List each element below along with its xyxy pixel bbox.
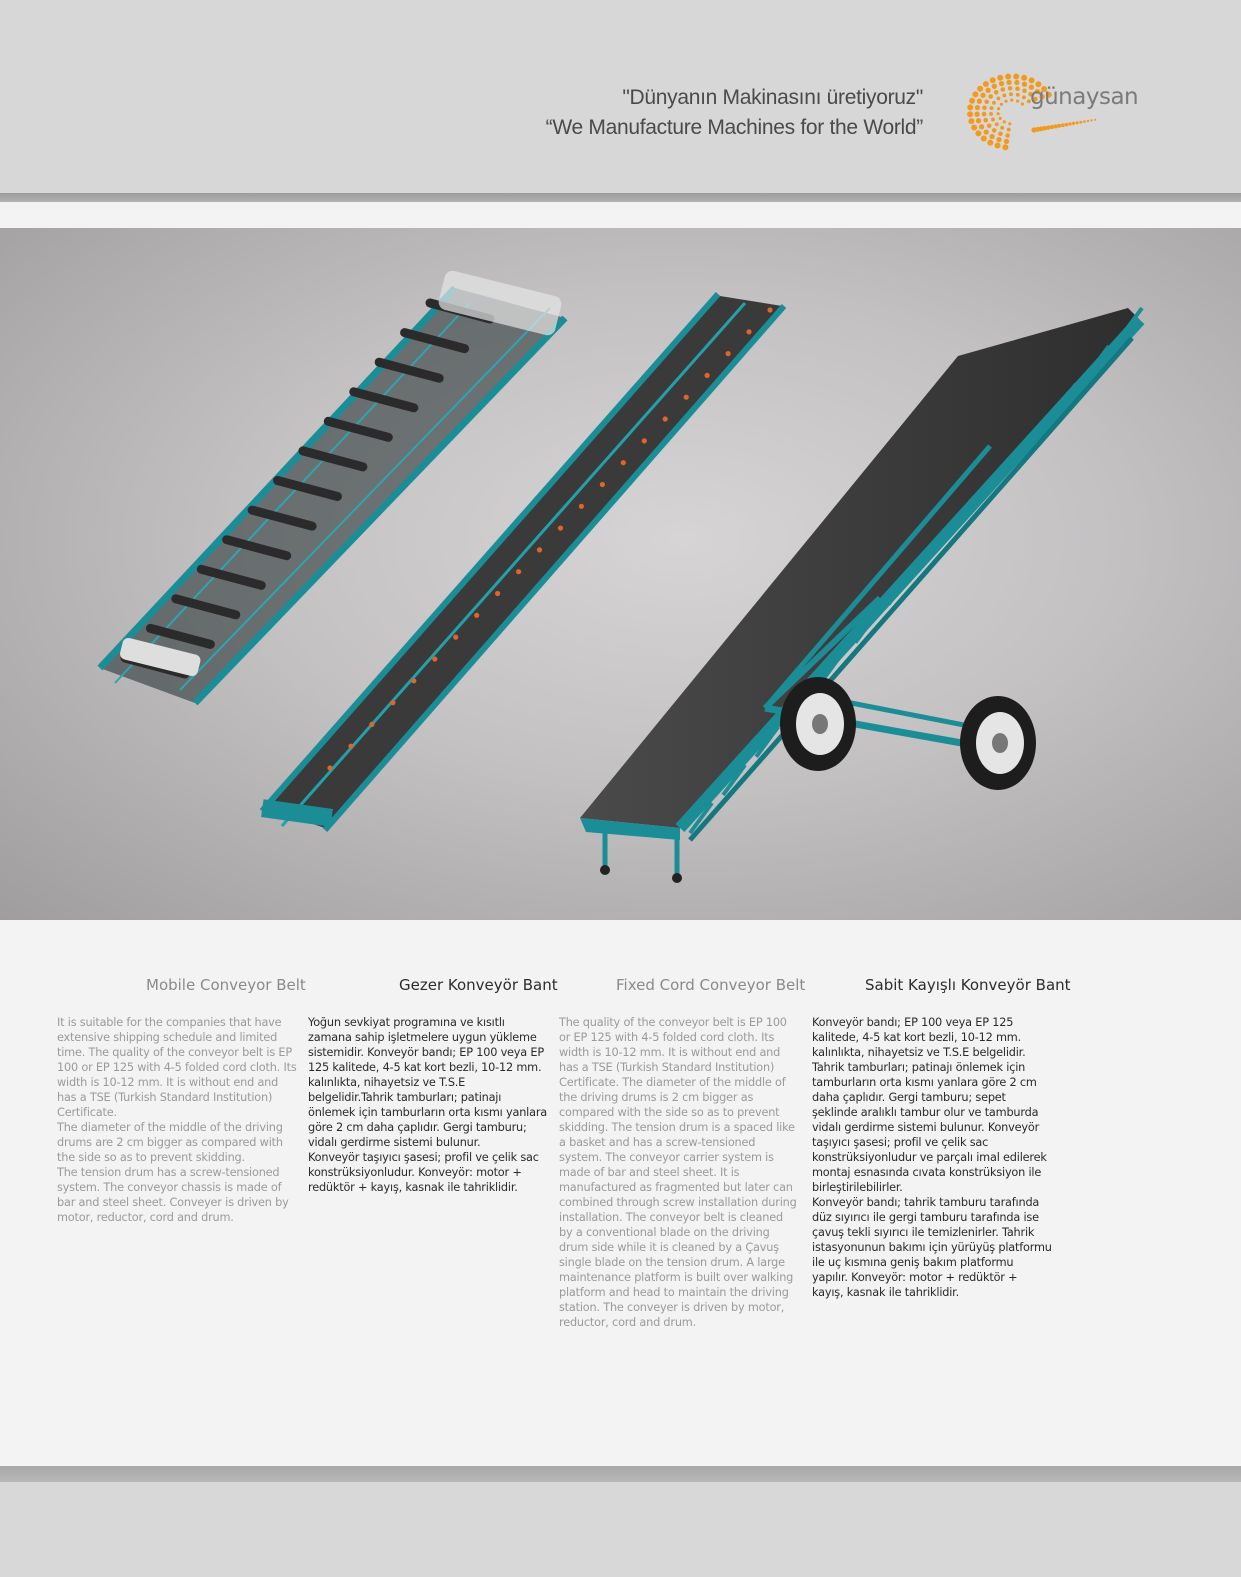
conveyor-illustration <box>0 228 1241 920</box>
slogan-english: “We Manufacture Machines for the World” <box>545 116 923 139</box>
title-mobile-conveyor-belt: Mobile Conveyor Belt <box>146 976 306 994</box>
title-gezer-konveyor-bant: Gezer Konveyör Bant <box>399 976 558 994</box>
footer-divider <box>0 1466 1241 1482</box>
header-divider <box>0 193 1241 202</box>
gunaysan-logo-icon <box>964 68 1154 158</box>
slogan-turkish: "Dünyanın Makinasını üretiyoruz" <box>622 86 923 109</box>
wheel-right <box>960 696 1036 790</box>
title-fixed-cord-conveyor-belt: Fixed Cord Conveyor Belt <box>616 976 806 994</box>
title-sabit-kayisli-konveyor-bant: Sabit Kayışlı Konveyör Bant <box>865 976 1071 994</box>
wheel-left <box>780 677 856 771</box>
text-sabit-kayisli-konveyor-bant: Konveyör bandı; EP 100 veya EP 125 kalitede, 4-5 kat kort bezli, 10-12 mm. kalınlıkta, nihayetsiz ve T.S.E belgelidir. Tahrik tamburları; patinajı önlemek için tamburların orta kısmı yanlara göre 2 cm daha çaplıdır. Gergi tamburu; sepet şeklinde aralıklı tambur olur ve tamburda vidalı gerdirme sistemi bulunur. Konveyör taşıyıcı şasesi; profil ve çelik sac konstrüksiyonludur ve parçalı imal edilerek montaj esnasında cıvata konstrüksiyon ile birleştirilebilirler. Konveyör bandı; tahrik tamburu tarafında düz sıyırıcı ile gergi tamburu tarafında ise çavuş tekli sıyırıcı ile temizlenirler. Tahrik istasyonunun bakımı için yürüyüş platformu ile uç kısmına geniş bakım platformu yapılır. Konveyör: motor + redüktör + kayış, kasnak ile tahriklidir. <box>812 1016 1052 1299</box>
logo-wordmark: günaysan <box>1030 84 1139 110</box>
text-gezer-konveyor-bant: Yoğun sevkiyat programına ve kısıtlı zamana sahip işletmelere uygun yükleme sistemidir. Konveyör bandı; EP 100 veya EP 125 kalitede, 4-5 kat kort bezli, 10-12 mm. kalınlıkta, nihayetsiz ve T.S.E belgelidir.Tahrik tamburları; patinajı önlemek için tamburların orta kısmı yanlara göre 2 cm daha çaplıdır. Gergi tamburu; vidalı gerdirme sistemi bulunur. Konveyör taşıyıcı şasesi; profil ve çelik sac konstrüksiyonludur. Konveyör: motor + redüktör + kayış, kasnak ile tahriklidir. <box>308 1016 548 1194</box>
text-fixed-cord-conveyor-belt: The quality of the conveyor belt is EP 100 or EP 125 with 4-5 folded cord cloth. Its width is 10-12 mm. It is without end and has a TSE (Turkish Standard Institution) Certificate. The diameter of the middle of the driving drums is 2 cm bigger as compared with the side so as to prevent skidding. The tension drum is a spaced like a basket and has a screw-tensioned system. The conveyor carrier system is made of bar and steel sheet. It is manufactured as fragmented but later can combined through screw installation during installation. The conveyor belt is cleaned by a conventional blade on the driving drum side while it is cleaned by a Çavuş single blade on the tension drum. A large maintenance platform is built over walking platform and head to maintain the driving station. The conveyer is driven by motor, reductor, cord and drum. <box>559 1016 797 1329</box>
product-photo <box>0 228 1241 920</box>
text-mobile-conveyor-belt: It is suitable for the companies that have extensive shipping schedule and limited time. The quality of the conveyor belt is EP 100 or EP 125 with 4-5 folded cord cloth. Its width is 10-12 mm. It is without end and has a TSE (Turkish Standard Institution) Certificate. The diameter of the middle of the driving drums are 2 cm bigger as compared with the side so as to prevent skidding. The tension drum has a screw-tensioned system. The conveyor chassis is made of bar and steel sheet. Conveyer is driven by motor, reductor, cord and drum. <box>57 1016 297 1224</box>
footer-band <box>0 1482 1241 1577</box>
